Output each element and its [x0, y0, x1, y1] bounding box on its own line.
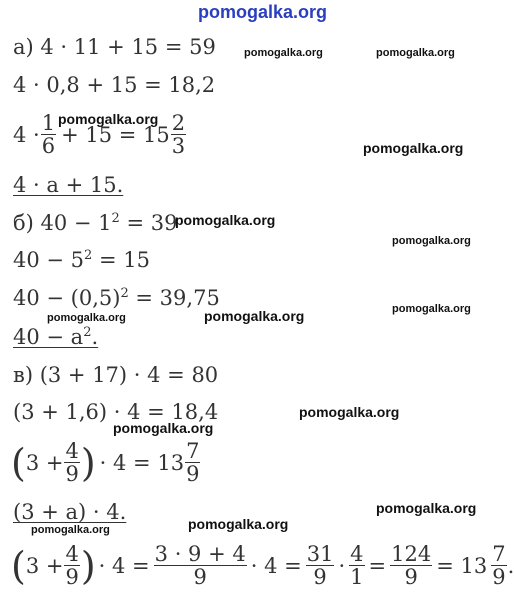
a3-den: 6	[41, 134, 56, 158]
b1-rest: = 39	[119, 211, 178, 235]
line-a4: 4 · a + 15.	[13, 173, 124, 197]
watermark: pomogalka.org	[31, 524, 110, 536]
c5-f5den: 9	[492, 565, 506, 589]
header-watermark: pomogalka.org	[198, 2, 328, 22]
line-c1: в) (3 + 17) · 4 = 80	[13, 363, 219, 387]
fraction-c5-4	[349, 543, 364, 588]
a3-den2: 3	[171, 134, 186, 158]
b4-exp: 2	[83, 325, 92, 340]
watermark: pomogalka.org	[376, 47, 455, 59]
watermark: pomogalka.org	[363, 140, 464, 156]
c5-end: .	[507, 553, 514, 578]
b2-exp: 2	[84, 248, 93, 263]
c5-dot: ·	[338, 553, 346, 578]
watermark: pomogalka.org	[376, 500, 477, 516]
b2-rest: = 15	[92, 248, 150, 272]
c5-f4den: 9	[404, 565, 418, 589]
line-c5	[11, 543, 514, 588]
fraction-c5-6	[491, 543, 506, 588]
watermark: pomogalka.org	[392, 235, 471, 247]
line-c4: (3 + a) · 4.	[13, 500, 127, 524]
c5-mul2: · 4 =	[250, 553, 302, 578]
b1-text: б) 40 − 1	[13, 211, 112, 235]
line-b3	[13, 286, 220, 310]
a3-pre: 4 ·	[13, 122, 40, 147]
watermark: pomogalka.org	[204, 308, 305, 324]
watermark: pomogalka.org	[47, 312, 126, 324]
c5-f4num: 124	[391, 542, 432, 566]
line-b4	[13, 325, 98, 349]
c5-f5num: 7	[492, 542, 506, 566]
c5-num: 4	[65, 542, 79, 566]
c3-num2: 7	[186, 439, 200, 463]
fraction-a3-1	[41, 112, 56, 157]
c3-den2: 9	[186, 462, 200, 486]
line-c3	[11, 440, 201, 485]
b3-exp: 2	[120, 286, 129, 301]
c5-close-paren: )	[80, 543, 96, 588]
watermark: pomogalka.org	[113, 420, 214, 436]
watermark: pomogalka.org	[299, 404, 400, 420]
line-a1: а) 4 · 11 + 15 = 59	[13, 35, 216, 59]
a3-mid: + 15 = 15	[61, 122, 170, 147]
c3-open-paren: (	[11, 440, 26, 485]
watermark: pomogalka.org	[392, 303, 471, 315]
b2-text: 40 − 5	[13, 248, 85, 272]
line-b2	[13, 248, 150, 272]
watermark: pomogalka.org	[188, 516, 289, 532]
watermark: pomogalka.org	[175, 212, 276, 228]
c5-f1den: 9	[193, 565, 207, 589]
a3-num2: 2	[171, 111, 186, 135]
c5-eq: =	[368, 553, 387, 578]
fraction-a3-2	[171, 112, 186, 157]
c5-f2den: 9	[313, 565, 327, 589]
c5-pre: 3 +	[25, 553, 64, 578]
c5-den: 9	[65, 565, 79, 589]
watermark: pomogalka.org	[58, 111, 159, 127]
c5-eq2: = 13	[436, 553, 488, 578]
c5-f1num: 3 · 9 + 4	[154, 542, 246, 566]
line-b1	[13, 211, 178, 235]
c5-f2num: 31	[306, 542, 334, 566]
fraction-c5-2	[154, 543, 247, 588]
c5-f3den: 1	[350, 565, 364, 589]
b3-text: 40 − (0,5)	[13, 286, 121, 310]
c5-mul: · 4 =	[98, 553, 150, 578]
a3-num: 1	[41, 111, 56, 135]
watermark: pomogalka.org	[244, 47, 323, 59]
fraction-c3-1	[64, 440, 79, 485]
line-a2: 4 · 0,8 + 15 = 18,2	[13, 73, 216, 97]
b1-exp: 2	[111, 211, 120, 226]
fraction-c5-3	[306, 543, 335, 588]
b3-rest: = 39,75	[128, 286, 220, 310]
c5-f3num: 4	[350, 542, 364, 566]
c3-pre: 3 +	[25, 450, 64, 475]
c3-mid: · 4 = 13	[99, 450, 185, 475]
fraction-c5-5	[390, 543, 432, 588]
fraction-c3-2	[185, 440, 200, 485]
line-c2: (3 + 1,6) · 4 = 18,4	[13, 400, 219, 424]
c3-close-paren: )	[80, 440, 96, 485]
c3-num: 4	[65, 439, 79, 463]
fraction-c5-1	[64, 543, 79, 588]
b4-rest: .	[91, 325, 99, 349]
c5-open-paren: (	[11, 543, 26, 588]
c3-den: 9	[65, 462, 79, 486]
b4-text: 40 − a	[13, 325, 84, 349]
